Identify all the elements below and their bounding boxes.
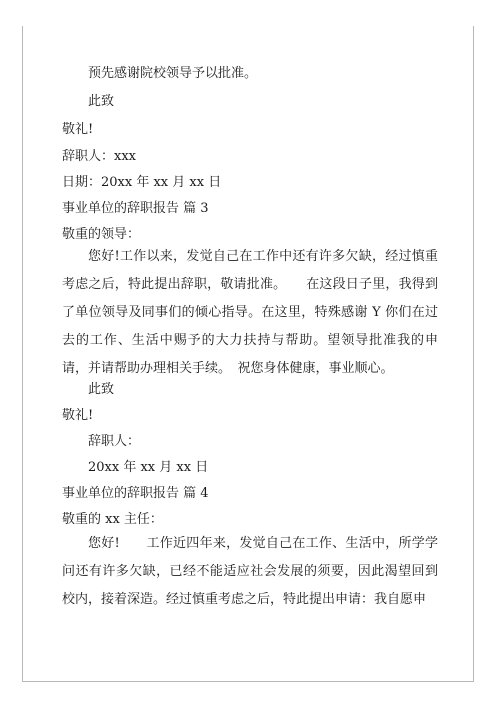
salutation-line: 敬礼! bbox=[62, 408, 94, 423]
signer-line: 辞职人： bbox=[88, 434, 141, 449]
closing-line: 此致 bbox=[88, 94, 115, 109]
salutation-line: 敬礼! bbox=[62, 122, 94, 137]
body-paragraph: 您好! 工作近四年来，发觉自己在工作、生活中，所学学问还有许多欠缺，已经不能适应社会发展的须要，因此渴望回到校内，接着深造。经过慎重考虑之后，特此提出申请：我自愿申 bbox=[62, 536, 438, 607]
date-line: 日期：20xx 年 xx 月 xx 日 bbox=[62, 175, 222, 190]
section-title: 事业单位的辞职报告 篇 4 bbox=[62, 486, 209, 501]
closing-line: 此致 bbox=[88, 382, 115, 397]
date-line: 20xx 年 xx 月 xx 日 bbox=[88, 460, 209, 475]
text-line: 预先感谢院校领导予以批准。 bbox=[88, 66, 258, 81]
body-paragraph: 您好!工作以来，发觉自己在工作中还有许多欠缺，经过慎重考虑之后，特此提出辞职，敬请批准。 在这段日子里，我得到了单位领导及同事们的倾心指导。在这里，特殊感谢 Y 你们在过去的工作、生活中赐予的大力扶持与帮助。望领导批准我的申请，并请帮助办理相关手续。 祝您身体健康，事业顺心。 bbox=[62, 249, 438, 376]
addressee-line: 敬重的 xx 主任： bbox=[62, 512, 163, 527]
addressee-line: 敬重的领导： bbox=[62, 227, 141, 242]
section-title: 事业单位的辞职报告 篇 3 bbox=[62, 201, 209, 216]
signer-line: 辞职人：xxx bbox=[62, 149, 136, 164]
